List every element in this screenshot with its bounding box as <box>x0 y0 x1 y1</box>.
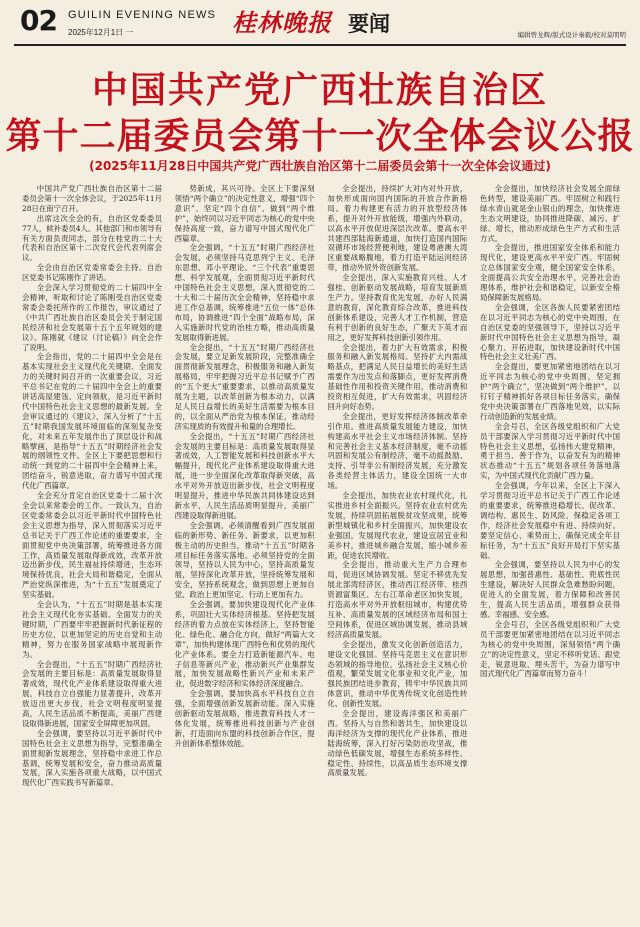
article-paragraph: 全会强调，今年以来，全区上下深入学习贯彻习近平总书记关于广西工作论述的重要要求，统筹推进稳增长、促改革、调结构、惠民生、防风险、保稳定各项工作，经济社会发展稳中有进、持续向好。要坚定信心、乘势而上，确保完成全年目标任务，为“十五五”良好开局打下坚实基础。 <box>479 481 620 560</box>
article-paragraph: 全会号召，全区各级党组织和广大党员干部要更加紧密地团结在以习近平同志为核心的党中央周围，深刻领悟“两个确立”的决定性意义，坚定不移听党话、跟党走，锐意进取、埋头苦干，为奋力谱写中国式现代化广西篇章而努力奋斗！ <box>479 619 620 679</box>
page-number: 02 <box>20 4 57 37</box>
header-rule <box>14 44 626 46</box>
issue-date: 2025年12月1日 一 <box>68 28 134 37</box>
paper-name: GUILIN EVENING NEWS <box>68 9 217 21</box>
article-body <box>22 184 620 916</box>
article-paragraph: 全会提出，“十五五”时期广西经济社会发展的主要目标是：高质量发展取得显著成效，现代化产业体系建设取得重大进展，科技自立自强能力显著提升，改革开放迈出更大步伐，社会文明程度明显提高，人民生活品质不断提高，美丽广西建设取得新进展，国家安全屏障更加巩固。 <box>22 659 162 728</box>
article-paragraph: 全会提出，着力扩大有效需求，积极服务和融入新发展格局。坚持扩大内需战略基点，把满足人民日益增长的美好生活需要作为出发点和落脚点，更好发挥消费基础性作用和投资关键作用，推动消费和投资相互促进，扩大有效需求，巩固经济回升向好态势。 <box>327 342 468 411</box>
article-paragraph: 全会提出，持续扩大对内对外开放，加快形成面向国内国际的开放合作新格局。着力构建更有活力的开放型经济体系，提升对外开放能级，增强内外联动，以高水平开放促进深层次改革。要高水平共建西部陆海新通道，加快打造国内国际双循环市场经营便利地，建设粤港澳大湾区重要战略腹地，着力打造平陆运河经济带，推动外贸外资创新发展。 <box>327 184 468 273</box>
article-paragraph: 出席这次全会的有，自治区党委委员77人，候补委员4人。其他部门和市领导有有关方面负责同志，部分在桂党的二十大代表和自治区第十二次党代会代表列席会议。 <box>22 213 162 263</box>
article-paragraph: 全会提出，加快农业农村现代化，扎实推进乡村全面振兴。坚持农业农村优先发展，持续巩固拓展脱贫攻坚成果，统筹新型城镇化和乡村全面振兴，加快建设农业强国，发展现代农业，建设宜居宜业和美乡村，推进城乡融合发展，缩小城乡差距，促进农民增收。 <box>327 491 468 560</box>
article-paragraph: 势新成，其兴可待。全区上下要深刻领悟“两个确立”的决定性意义，增强“四个意识”、坚定“四个自信”、做到“两个维护”，始终同以习近平同志为核心的党中央保持高度一致，奋力谱写中国式现代化广西篇章。 <box>174 184 315 243</box>
article-paragraph: 全会由自治区党委常委会主持。自治区党委书记陈刚作了讲话。 <box>22 263 162 283</box>
article-paragraph: 全会提出，加快经济社会发展全面绿色转型，建设美丽广西。牢固树立和践行绿水青山就是金山银山的理念，加快推进生态文明建设，协同推进降碳、减污、扩绿、增长，推动形成绿色生产方式和生活方式。 <box>479 184 620 243</box>
article-paragraph: 全会提出，深入实施教育兴桂、人才强桂、创新驱动发展战略，培育发展新质生产力。坚持教育优先发展，办好人民满意的教育，深化教育综合改革，推进科技创新体系建设，完善人才工作机制，营造有利于创新的良好生态，广聚天下英才而用之，更好发挥科技创新引领作用。 <box>327 273 468 342</box>
article-paragraph: 全会认为，“十五五”时期是基本实现社会主义现代化夯实基础、全面发力的关键时期，广西要牢牢把握新时代新征程的历史方位，以更加坚定的历史自觉和主动精神，努力在服务国家战略中展现新作为。 <box>22 600 162 659</box>
article-paragraph: 全会强调，全区各族人民要紧密团结在以习近平同志为核心的党中央周围，在自治区党委的坚强领导下，坚持以习近平新时代中国特色社会主义思想为指导，凝心聚力、开拓进取，加快建设新时代中国特色社会主义壮美广西。 <box>479 302 620 362</box>
article-column-2 <box>175 184 315 916</box>
editor-credits: 编辑曾龙辉/版式设计秦毅/校对莫明明 <box>517 31 626 39</box>
article-paragraph: 全会提出，要更加紧密地团结在以习近平同志为核心的党中央周围，坚定拥护“两个确立”，坚决做到“两个维护”，以钉钉子精神抓好各项目标任务落实，确保党中央决策部署在广西落地见效，以实际行动创造新的发展业绩。 <box>479 362 620 421</box>
headline-line-1: 中国共产党广西壮族自治区 <box>91 70 548 111</box>
article-paragraph: 全会强调，“十五五”时期广西经济社会发展，必须坚持马克思列宁主义、毛泽东思想、邓小平理论、“三个代表”重要思想、科学发展观，全面贯彻习近平新时代中国特色社会主义思想，深入贯彻党的二十大和二十届历次全会精神，坚持稳中求进工作总基调，统筹推进“五位一体”总体布局，协调推进“四个全面”战略布局，深入实施新时代党的治桂方略，推动高质量发展取得新进展。 <box>174 243 315 342</box>
newspaper-logo: 桂林晚报 <box>232 8 332 37</box>
subheadline: (2025年11月28日中国共产党广西壮族自治区第十二届委员会第十一次全体会议通过) <box>89 159 551 173</box>
article-column-1 <box>22 184 162 916</box>
article-paragraph: 全会强调，要坚持以人民为中心的发展思想，加强普惠性、基础性、兜底性民生建设，解决好人民群众急难愁盼问题，促进人的全面发展，着力保障和改善民生，提高人民生活品质，增强群众获得感、幸福感、安全感。 <box>479 560 620 619</box>
article-paragraph: 全会提出，“十五五”时期广西经济社会发展，要立足新发展阶段，完整准确全面贯彻新发展理念，积极服务和融入新发展格局，牢牢把握习近平总书记赋予广西的“五个更大”重要要求，以推动高质量发展为主题，以改革创新为根本动力，以满足人民日益增长的美好生活需要为根本目的，以全面从严治党为根本保证，推动经济实现质的有效提升和量的合理增长。 <box>174 342 315 431</box>
article-paragraph: 全会提出，推进国家安全体系和能力现代化，建设更高水平平安广西。牢固树立总体国家安全观，健全国家安全体系，全面提高公共安全治理水平，完善社会治理体系，维护社会和谐稳定，以新安全格局保障新发展格局。 <box>479 243 620 302</box>
article-column-3 <box>327 184 467 916</box>
headline-line-2: 第十二届委员会第十一次全体会议公报 <box>5 116 635 157</box>
article-paragraph: 全会强调，要坚持以习近平新时代中国特色社会主义思想为指导，完整准确全面贯彻新发展理念，坚持稳中求进工作总基调，统筹发展和安全，奋力推动高质量发展，深入实施各项重大战略，以中国式现代化广西实践书写新篇章。 <box>22 728 162 788</box>
article-paragraph: 中国共产党广西壮族自治区第十二届委员会第十一次全体会议，于2025年11月28日在南宁召开。 <box>22 184 162 213</box>
article-paragraph: 全会提出，推动重大生产力合理布局，促进区域协调发展。坚定不移优先发展北部湾经济区，推动西江经济带、桂西资源富集区、左右江革命老区加快发展，打造高水平对外开放枢纽城市，构建优势互补、高质量发展的区域经济布局和国土空间体系，促进区域协调发展，推动县域经济高质量发展。 <box>327 560 468 639</box>
article-paragraph: 全会提出，建设海洋强区和美丽广西。坚持人与自然和谐共生，加快建设以海洋经济为支撑的现代化产业体系，推进陆海统筹，深入打好污染防治攻坚战，推动绿色低碳发展，增强生态系统多样性、稳定性、持续性，以高品质生态环境支撑高质量发展。 <box>327 709 468 778</box>
article-paragraph: 全会指出，党的二十届四中全会是在基本实现社会主义现代化关键期、全面发力的关键时间召开的一次重要会议，习近平总书记在党的二十届四中全会上的重要讲话高屋建瓴、定向领航，是习近平新时代中国特色社会主义思想的最新发展。全会审议通过的《建议》，深入分析了“十五五”时期我国发展环境面临的深刻复杂变化，对未来五年发展作出了顶层设计和战略擘画，是指导“十五五”时期经济社会发展的纲领性文件。全区上下要把思想和行动统一到党的二十届四中全会精神上来，团结奋斗，锐意进取，奋力谱写中国式现代化广西篇章。 <box>22 352 162 491</box>
article-paragraph: 全会提出，更好发挥经济体制改革牵引作用。推进高质量发展能力建设，加快构建高水平社会主义市场经济体制。坚持和完善社会主义基本经济制度，毫不动摇巩固和发展公有制经济，毫不动摇鼓励、支持、引导非公有制经济发展，充分激发各类经营主体活力，建设全国统一大市场。 <box>327 411 468 491</box>
article-paragraph: 全会号召，全区各级党组织和广大党员干部要深入学习贯彻习近平新时代中国特色社会主义思想，弘扬伟大建党精神，勇于担当、善于作为，以奋发有为的精神状态推动“十五五”规划各项任务落地落实，为中国式现代化贡献广西力量。 <box>479 421 620 481</box>
article-paragraph: 全会提出，“十五五”时期广西经济社会发展的主要目标是：高质量发展取得显著成效，人工智能发展和科技创新水平大幅提升，现代化产业体系建设取得重大进展，进一步全面深化改革取得新突破，高水平对外开放迈出新步伐，社会文明程度明显提升，推进中华民族共同体建设达到新水平，人民生活品质明显提升，美丽广西建设取得新进展。 <box>174 431 315 520</box>
section-name: 要闻 <box>348 12 390 36</box>
article-paragraph: 全会深入学习贯彻党的二十届四中全会精神，听取和讨论了陈刚受自治区党委常委会委托所作的工作报告，审议通过了《中共广西壮族自治区委员会关于制定国民经济和社会发展第十五个五年规划的建议》。陈刚就《建议（讨论稿）》向全会作了说明。 <box>22 283 162 352</box>
article-paragraph: 全会充分肯定自治区党委十二届十次全会以来常委会的工作。一致认为，自治区党委常委会以习近平新时代中国特色社会主义思想为指导，深入贯彻落实习近平总书记关于广西工作论述的重要要求，全面贯彻党中央决策部署，统筹推进各方面工作，高质量发展取得新成效，改革开放迈出新步伐，民生福祉持续增进，生态环境保持优良，社会大局和谐稳定，全面从严治党纵深推进，为“十五五”发展奠定了坚实基础。 <box>22 491 162 600</box>
article-paragraph: 全会提出，激发文化创新创造活力，建设文化强国。坚持马克思主义在意识形态领域的指导地位，弘扬社会主义核心价值观，繁荣发展文化事业和文化产业，加强民族团结进步教育，铸牢中华民族共同体意识，推动中华优秀传统文化创造性转化、创新性发展。 <box>327 639 468 709</box>
article-paragraph: 全会强调，必须清醒看到广西发展面临的新形势、新任务、新要求，以更加积极主动的历史担当，推动“十五五”时期各项目标任务落实落地。必须坚持党的全面领导，坚持以人民为中心，坚持高质量发展，坚持深化改革开放，坚持统筹发展和安全，坚持系统观念，做到思想上更加自觉、政治上更加坚定、行动上更加有力。 <box>174 520 315 600</box>
article-column-4 <box>480 184 620 916</box>
article-paragraph: 全会强调，要加快高水平科技自立自强，全面增强创新发展新动能。深入实施创新驱动发展战略，推进教育科技人才一体化发展，统筹推进科技创新与产业创新，打造面向东盟的科技创新合作区，提升创新体系整体效能。 <box>174 689 315 748</box>
article-paragraph: 全会强调，要加快建设现代化产业体系，巩固壮大实体经济根基。坚持把发展经济的着力点放在实体经济上，坚持智能化、绿色化、融合化方向，做好“两篇大文章”，加快构建体现广西特色和优势的现代化产业体系。要全力打造新能源汽车、电子信息等新兴产业，推动新兴产业集群发展，加快发展战略性新兴产业和未来产业，促进数字经济和实体经济深度融合。 <box>174 600 315 689</box>
masthead <box>0 0 640 48</box>
